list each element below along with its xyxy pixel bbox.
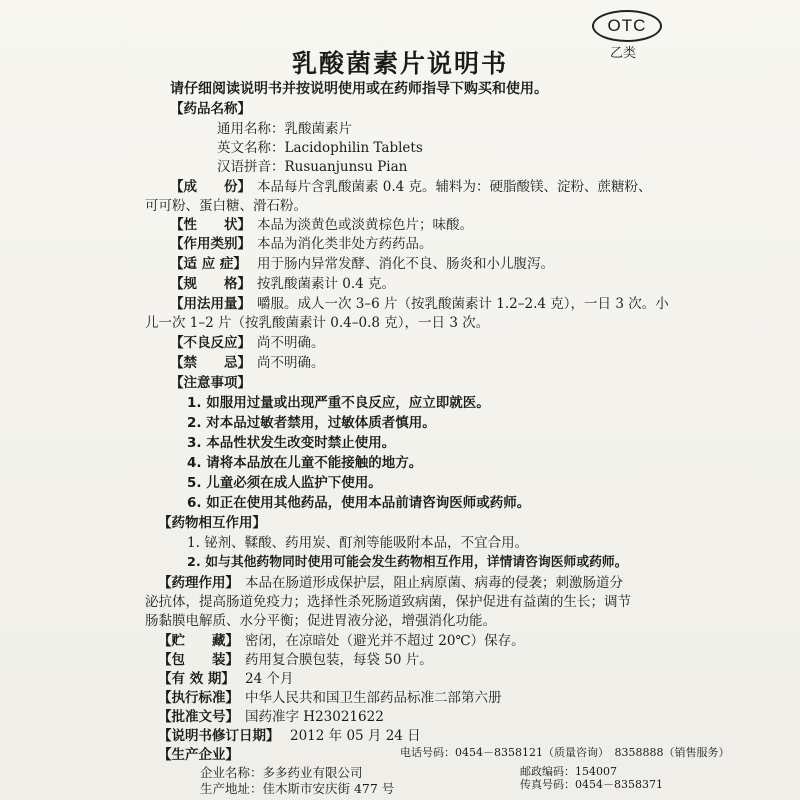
standard-text: 中华人民共和国卫生部药品标准二部第六册 <box>245 690 502 706</box>
storage-heading: 【贮 藏】 <box>158 633 239 649</box>
manufacturer-name: 企业名称：多多药业有限公司 <box>200 765 363 780</box>
precaution-item: 3. 本品性状发生改变时禁止使用。 <box>187 435 396 451</box>
hidden-holder <box>560 790 561 791</box>
drug-name-heading: 【药品名称】 <box>170 101 251 117</box>
approval-heading: 【批准文号】 <box>158 709 239 725</box>
validity-heading: 【有 效 期】 <box>158 671 235 687</box>
contraindications-text: 尚不明确。 <box>257 355 325 371</box>
storage-text: 密闭，在凉暗处（避光并不超过 20℃）保存。 <box>245 633 525 649</box>
generic-name: 通用名称：乳酸菌素片 <box>217 121 352 137</box>
fax: 传真号码：0454－8358371 <box>520 778 663 791</box>
indications-heading: 【适 应 症】 <box>170 256 247 272</box>
postcode: 邮政编码：154007 <box>520 765 617 778</box>
precautions-heading: 【注意事项】 <box>170 375 251 391</box>
package-heading: 【包 装】 <box>158 652 239 668</box>
interaction-item: 2. 如与其他药物同时使用可能会发生药物相互作用，详情请咨询医师或药师。 <box>187 555 628 570</box>
composition-heading: 【成 份】 <box>170 179 251 195</box>
usage-heading: 【用法用量】 <box>170 296 251 312</box>
usage-text-1: 嚼服。成人一次 3–6 片（按乳酸菌素计 1.2–2.4 克），一日 3 次。小 <box>257 296 669 312</box>
standard-heading: 【执行标准】 <box>158 690 239 706</box>
precaution-item: 4. 请将本品放在儿童不能接触的地方。 <box>187 455 423 471</box>
revision-text: 2012 年 05 月 24 日 <box>290 728 421 744</box>
manufacturer-heading: 【生产企业】 <box>158 747 239 763</box>
precaution-item: 6. 如正在使用其他药品，使用本品前请咨询医师或药师。 <box>187 495 531 511</box>
composition-text-2: 可可粉、蛋白糖、滑石粉。 <box>145 198 307 214</box>
english-name: 英文名称：Lacidophilin Tablets <box>217 140 423 156</box>
revision-heading: 【说明书修订日期】 <box>158 728 280 744</box>
pharmacology-heading: 【药理作用】 <box>158 575 239 591</box>
manufacturer-address: 生产地址：佳木斯市安庆街 477 号 <box>200 781 395 796</box>
website <box>560 790 561 791</box>
interactions-heading: 【药物相互作用】 <box>158 515 266 531</box>
precaution-item: 5. 儿童必须在成人监护下使用。 <box>187 475 382 491</box>
phone: 电话号码：0454－8358121（质量咨询） 8358888（销售服务） <box>400 746 730 759</box>
validity-text: 24 个月 <box>245 671 294 687</box>
pharmacology-text-3: 肠黏膜电解质、水分平衡；促进胃液分泌，增强消化功能。 <box>145 613 496 629</box>
precaution-item: 1. 如服用过量或出现严重不良反应，应立即就医。 <box>187 395 490 411</box>
usage-text-2: 儿一次 1–2 片（按乳酸菌素计 0.4–0.8 克），一日 3 次。 <box>145 315 490 331</box>
page-subtitle: 请仔细阅读说明书并按说明使用或在药师指导下购买和使用。 <box>170 81 548 97</box>
otc-class-label: 乙类 <box>610 46 637 61</box>
spec-heading: 【规 格】 <box>170 276 251 292</box>
properties-text: 本品为淡黄色或淡黄棕色片；味酸。 <box>257 217 473 233</box>
approval-text: 国药准字 H23021622 <box>245 709 384 725</box>
category-heading: 【作用类别】 <box>170 236 251 252</box>
page-title: 乳酸菌素片说明书 <box>291 49 508 78</box>
interaction-item: 1. 铋剂、鞣酸、药用炭、酊剂等能吸附本品，不宜合用。 <box>187 535 529 551</box>
package-text: 药用复合膜包装，每袋 50 片。 <box>245 652 433 668</box>
precaution-item: 2. 对本品过敏者禁用，过敏体质者慎用。 <box>187 415 436 431</box>
composition-text-1: 本品每片含乳酸菌素 0.4 克。辅料为：硬脂酸镁、淀粉、蔗糖粉、 <box>257 179 652 195</box>
contraindications-heading: 【禁 忌】 <box>170 355 251 371</box>
pinyin-name: 汉语拼音：Rusuanjunsu Pian <box>217 159 408 175</box>
adverse-text: 尚不明确。 <box>257 335 325 351</box>
indications-text: 用于肠内异常发酵、消化不良、肠炎和小儿腹泻。 <box>257 256 554 272</box>
spec-text: 按乳酸菌素计 0.4 克。 <box>257 276 396 292</box>
pharmacology-text-1: 本品在肠道形成保护层，阻止病原菌、病毒的侵袭；刺激肠道分 <box>245 575 623 591</box>
pharmacology-text-2: 泌抗体，提高肠道免疫力；选择性杀死肠道致病菌，保护促进有益菌的生长；调节 <box>145 594 631 610</box>
properties-heading: 【性 状】 <box>170 217 251 233</box>
category-text: 本品为消化类非处方药药品。 <box>257 236 433 252</box>
adverse-heading: 【不良反应】 <box>170 335 251 351</box>
otc-badge: OTC <box>592 10 662 42</box>
